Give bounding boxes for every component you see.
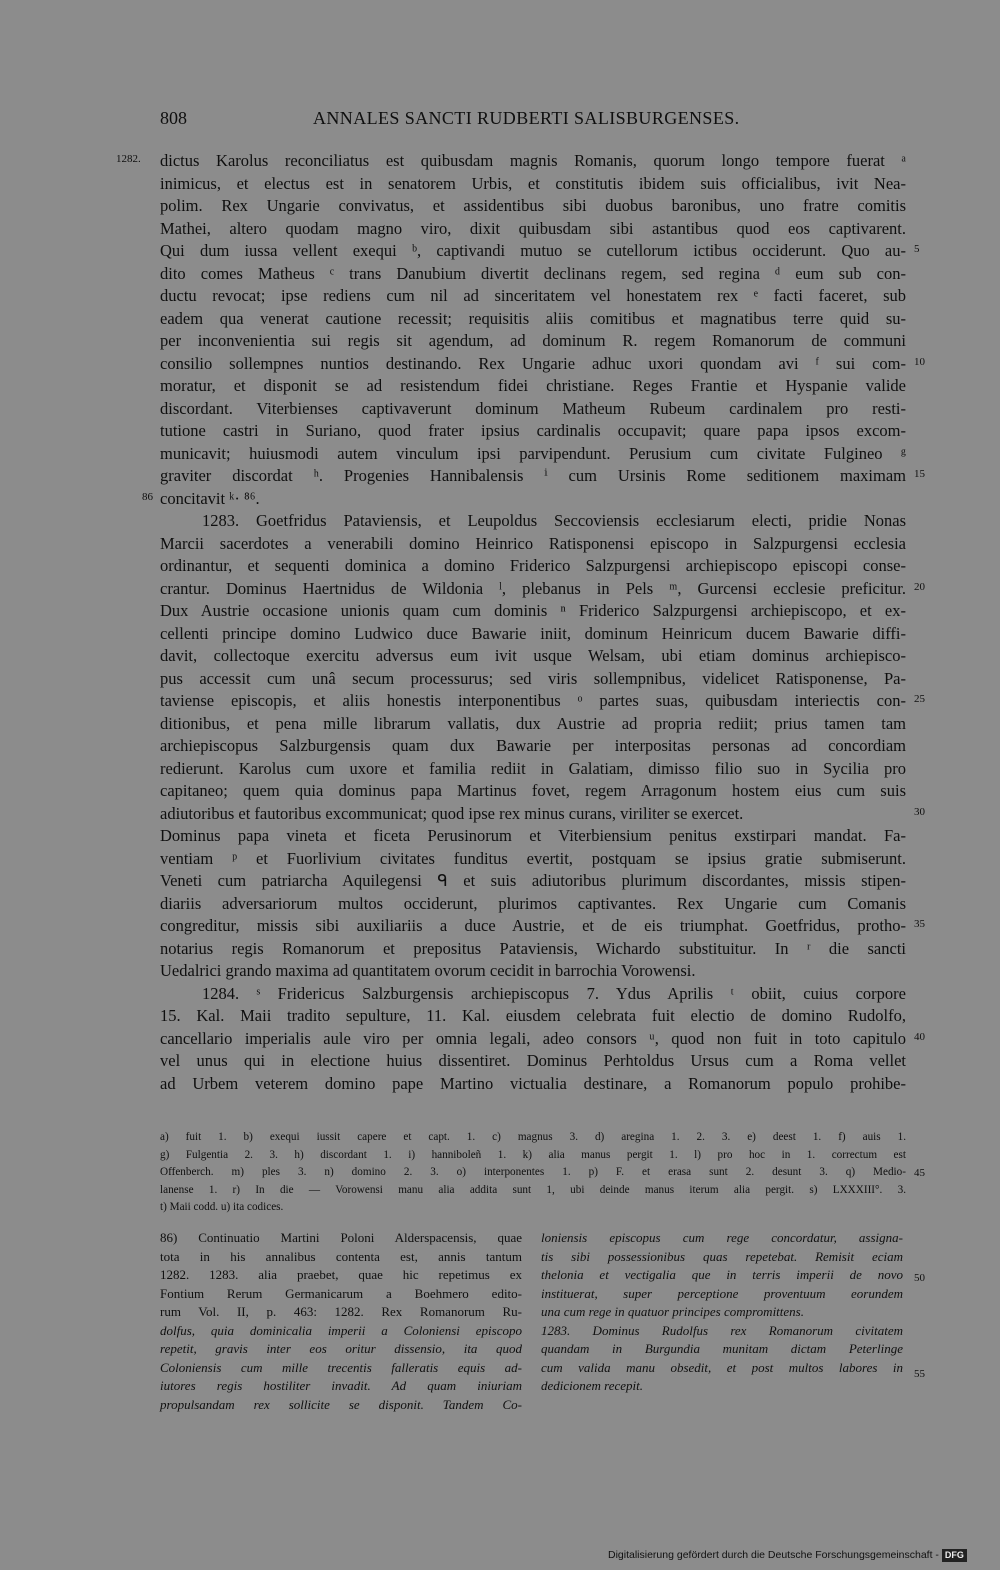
footnote-line: tis sibi possessionibus quas repetebat. Remisit eciam bbox=[541, 1248, 903, 1264]
text-line: cellenti principe domino Ludwico duce Bawarie iniit, dominum Heinricum ducem Bawarie diffi- bbox=[160, 623, 906, 643]
footnote-line: una cum rege in quatuor principes compromittens. bbox=[541, 1304, 804, 1319]
line-number: 25 bbox=[914, 693, 925, 705]
footnote-line: 86) Continuatio Martini Poloni Alderspacensis, quae bbox=[160, 1230, 522, 1245]
footnote-line: loniensis episcopus cum rege concordatur, assigna- bbox=[541, 1230, 903, 1245]
footnote-line: thelonia et vectigalia que in terris imperii de novo bbox=[541, 1267, 903, 1282]
footnote-line: Fontium Rerum Germanicarum a Boehmero edito- bbox=[160, 1285, 522, 1301]
footnote-line: propulsandam rex sollicite se disponit. Tandem Co- bbox=[160, 1396, 522, 1412]
text-line: Mathei, altero quodam magno viro, dixit quibusdam sibi astantibus quod eos captivarent. bbox=[160, 218, 906, 238]
text-line: dictus Karolus reconciliatus est quibusdam magnis Romanis, quorum longo tempore fuerat ᵃ bbox=[160, 151, 906, 170]
text-line: moratur, et disponit se ad resistendum fidei christiane. Reges Frantie et Hyspanie valide bbox=[160, 376, 906, 395]
text-line: archiepiscopus Salzburgensis quam dux Bawarie per interpositas personas ad concordiam bbox=[160, 736, 906, 755]
line-number: 45 bbox=[914, 1167, 925, 1179]
footnote-line: tota in his annalibus contenta est, annis tantum bbox=[160, 1248, 522, 1264]
text-line-1283: 1283. Goetfridus Pataviensis, et Leupoldus Seccoviensis ecclesiarum electi, pridie Nonas bbox=[202, 511, 906, 530]
main-text bbox=[160, 150, 906, 1095]
text-line: Marcii sacerdotes a venerabili domino Heinrico Ratisponensi episcopo in Salzpurgensi ecclesia bbox=[160, 533, 906, 553]
footnote-line: quandam in Burgundia munitam dictam Peterlinge bbox=[541, 1341, 903, 1356]
footnote-line: dedicionem recepit. bbox=[541, 1378, 644, 1393]
credit-text: Digitalisierung gefördert durch die Deutsche Forschungsgemeinschaft - bbox=[608, 1549, 939, 1561]
footnote-line: dolfus, quia dominicalia imperii a Coloniensi episcopo bbox=[160, 1322, 522, 1338]
text-line: diariis adversariorum multos occiderunt, plurimos captivantes. Rex Ungarie cum Comanis bbox=[160, 893, 906, 913]
text-line-1284: 1284. ˢ Fridericus Salzburgensis archiepiscopus 7. Ydus Aprilis ᵗ obiit, cuius corpore bbox=[202, 983, 906, 1003]
footnote-line: cum valida manu obsedit, et post multos labores in bbox=[541, 1359, 903, 1375]
text-line: redierunt. Karolus cum uxore et familia rediit in Galatiam, dimisso filio suo in Sycilia pro bbox=[160, 758, 906, 778]
apparatus-line: a) fuit 1. b) exequi iussit capere et capt. 1. c) magnus 3. d) aregina 1. 2. 3. e) deest 1. f) auis 1. bbox=[160, 1131, 906, 1143]
text-line: consilio sollempnes nuntios destinando. Rex Ungarie adhuc uxori quondam avi ᶠ sui com- bbox=[160, 353, 906, 373]
line-number: 15 bbox=[914, 468, 925, 480]
text-line: Dominus papa vineta et ficeta Perusinorum et Viterbiensium penitus exstirpari mandat. Fa- bbox=[160, 826, 906, 845]
text-line: inimicus, et electus est in senatorem Urbis, et constitutis ibidem suis officialibus, ivit Nea- bbox=[160, 173, 906, 193]
text-line: concitavit ᵏ· ⁸⁶. bbox=[160, 488, 260, 508]
text-line: Qui dum iussa vellent exequi ᵇ, captivandi mutuo se cutellorum ictibus occiderunt. Quo au- bbox=[160, 241, 906, 260]
footnote-column-right bbox=[541, 1229, 903, 1396]
line-number: 40 bbox=[914, 1031, 925, 1043]
running-title: ANNALES SANCTI RUDBERTI SALISBURGENSES. bbox=[313, 108, 740, 128]
footnote-column-left bbox=[160, 1229, 522, 1414]
margin-note-reference: 86 bbox=[142, 491, 153, 503]
text-line: dito comes Matheus ᶜ trans Danubium divertit declinans regem, sed regina ᵈ eum sub con- bbox=[160, 263, 906, 283]
apparatus-line: Offenberch. m) ples 3. n) domino 2. 3. o) interponentes 1. p) F. et erasa sunt 2. desunt 3. q) Medio- bbox=[160, 1166, 906, 1178]
text-line: ad Urbem veterem domino pape Martino victualia destinare, a Romanorum populo prohibe- bbox=[160, 1073, 906, 1093]
text-line: ordinantur, et sequenti dominica a domino Friderico Salzpurgensi archiepiscopo episcopi conse- bbox=[160, 556, 906, 575]
text-line: pus accessit cum unâ secum processurus; sed viris sollempnibus, videlicet Ratisponense, Pa- bbox=[160, 668, 906, 688]
text-line: municavit; huiusmodi autem vinculum ipsi parvipendunt. Perusium cum civitate Fulgineo ᵍ bbox=[160, 443, 906, 463]
text-line: davit, collectoque exercitu adversus eum ivit usque Welsam, ubi etiam dominus archiepisco- bbox=[160, 646, 906, 665]
line-number: 35 bbox=[914, 918, 925, 930]
line-number: 5 bbox=[914, 243, 920, 255]
footnote-line: rum Vol. II, p. 463: 1282. Rex Romanorum Ru- bbox=[160, 1304, 522, 1319]
text-line: Uedalrici grando maxima ad quantitatem ovorum cecidit in barrochia Vorowensi. bbox=[160, 961, 696, 980]
text-line: eadem qua venerat cautione recessit; requisitis aliis comitibus et magnatibus terre quid su- bbox=[160, 308, 906, 328]
text-line: congreditur, missis sibi auxiliariis a duce Austrie, et de eis triumphat. Goetfridus, protho- bbox=[160, 916, 906, 935]
footnote-line: 1282. 1283. alia praebet, quae hic repetimus ex bbox=[160, 1267, 522, 1282]
page-number: 808 bbox=[160, 108, 187, 128]
apparatus-line: lanense 1. r) In die — Vorowensi manu alia addita sunt 1, ubi deinde manus iterum alia pergit. s) LXXXIII°. 3. bbox=[160, 1183, 906, 1196]
line-number: 10 bbox=[914, 356, 925, 368]
text-line: ditionibus, et pena mille librarum vallatis, dux Austrie ad propria rediit; prius tamen tam bbox=[160, 713, 906, 733]
text-line: crantur. Dominus Haertnidus de Wildonia ˡ, plebanus in Pels ᵐ, Gurcensi ecclesie preficitur. bbox=[160, 578, 906, 598]
footnote-line: Coloniensis cum mille trecentis falleratis equis ad- bbox=[160, 1359, 522, 1375]
text-line: polim. Rex Ungarie convivatus, et assidentibus sibi duobus baronibus, uno fratre comitis bbox=[160, 196, 906, 215]
text-line: adiutoribus et fautoribus excommunicat; quod ipse rex minus curans, viriliter se exercet. bbox=[160, 803, 744, 823]
text-line: tutione castri in Suriano, quod frater ipsius cardinalis occupavit; quare papa ipsos excom- bbox=[160, 421, 906, 440]
critical-apparatus bbox=[160, 1129, 906, 1217]
text-line: Dux Austrie occasione unionis quam cum dominis ⁿ Friderico Salzpurgensi archiepiscopo, et ex- bbox=[160, 601, 906, 620]
line-number: 50 bbox=[914, 1272, 925, 1284]
footnote-line: repetit, gravis inter eos oritur dissensio, ita quod bbox=[160, 1341, 522, 1356]
apparatus-line: t) Maii codd. u) ita codices. bbox=[160, 1201, 284, 1213]
footnote-line: 1283. Dominus Rudolfus rex Romanorum civitatem bbox=[541, 1322, 903, 1338]
text-line: Veneti cum patriarcha Aquilegensi ᑫ et suis adiutoribus plurimum discordantes, missis stipen- bbox=[160, 871, 906, 890]
text-line: discordant. Viterbienses captivaverunt dominum Matheum Rubeum cardinalem pro resti- bbox=[160, 398, 906, 418]
line-number: 55 bbox=[914, 1368, 925, 1380]
margin-year: 1282. bbox=[116, 153, 141, 165]
text-line: notarius regis Romanorum et prepositus Pataviensis, Wichardo substituitur. In ʳ die sancti bbox=[160, 938, 906, 958]
text-line: ductu revocat; ipse rediens cum nil ad sinceritatem vel honestatem rex ᵉ facti faceret, sub bbox=[160, 286, 906, 305]
text-line: capitaneo; quem quia dominus papa Martinus fovet, regem Arragonum hostem eius cum suis bbox=[160, 781, 906, 800]
text-line: vel unus qui in electione huius dissentiret. Dominus Perhtoldus Ursus cum a Roma vellet bbox=[160, 1051, 906, 1070]
digitization-credit bbox=[608, 1549, 967, 1562]
text-line: ventiam ᵖ et Fuorlivium civitates funditus evertit, postquam se ipsius gratie submiserunt. bbox=[160, 848, 906, 868]
text-line: per inconvenientia sui regis sit agendum, ad dominum R. regem Romanorum de communi bbox=[160, 331, 906, 350]
text-line: taviense episcopis, et aliis honestis interponentibus ᵒ partes suas, quibusdam interiectis con- bbox=[160, 691, 906, 710]
apparatus-line: g) Fulgentia 2. 3. h) discordant 1. i) hanniboleñ 1. k) alia manus pergit 1. l) pro hoc in 1. correctum est bbox=[160, 1148, 906, 1161]
text-line: 15. Kal. Maii tradito sepulture, 11. Kal. eiusdem celebrata fuit electio de domino Rudolfo, bbox=[160, 1006, 906, 1025]
footnote-line: iutores regis hostiliter invadit. Ad quam iniuriam bbox=[160, 1378, 522, 1393]
text-line: graviter discordat ʰ. Progenies Hannibalensis ⁱ cum Ursinis Rome seditionem maximam bbox=[160, 466, 906, 485]
dfg-logo: DFG bbox=[942, 1549, 967, 1562]
line-number: 30 bbox=[914, 806, 925, 818]
line-number: 20 bbox=[914, 581, 925, 593]
footnote-line: instituerat, super perceptione proventuum eorundem bbox=[541, 1285, 903, 1301]
text-line: cancellario imperialis aule viro per omnia legali, adeo consors ᵘ, quod non fuit in toto capitulo bbox=[160, 1028, 906, 1048]
page-header bbox=[0, 108, 1000, 132]
